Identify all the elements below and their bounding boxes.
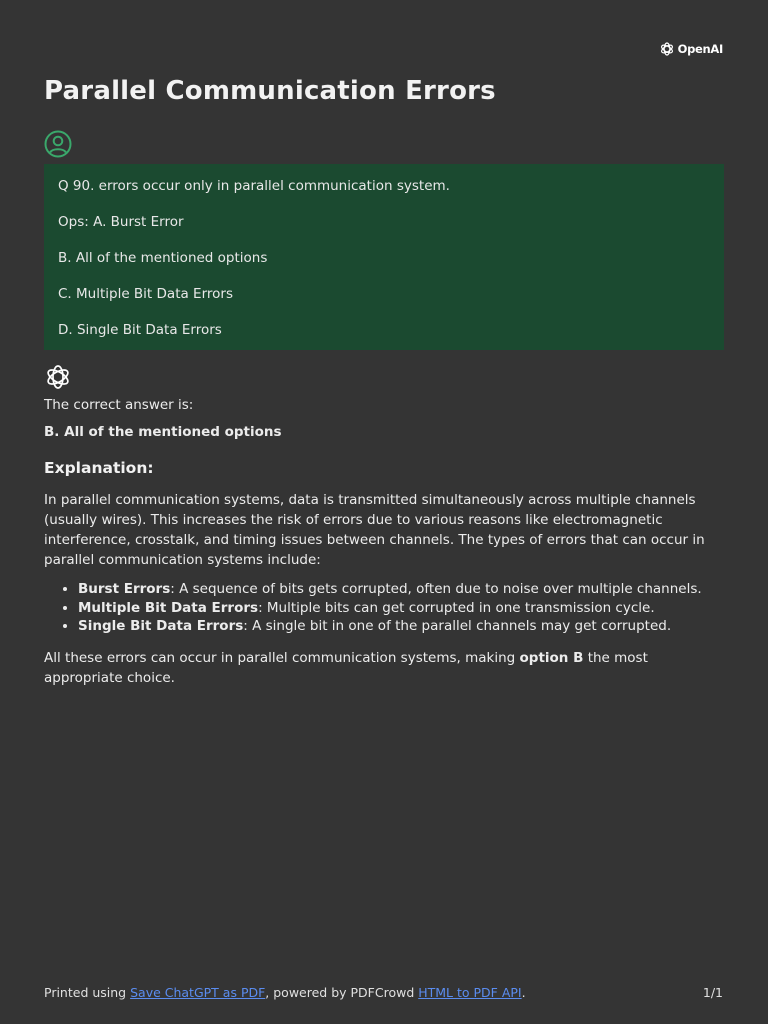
- chatgpt-logo-icon: [44, 363, 72, 391]
- conclusion: [44, 648, 724, 688]
- error-types-list: [44, 580, 724, 636]
- footer-middle: , powered by PDFCrowd: [265, 985, 419, 1000]
- openai-logo: [659, 41, 723, 57]
- list-item: [78, 580, 724, 599]
- save-chatgpt-link[interactable]: Save ChatGPT as PDF: [130, 985, 266, 1000]
- explanation-heading: Explanation:: [44, 459, 154, 477]
- question-box: [44, 164, 724, 350]
- conclusion-bold: option B: [519, 649, 584, 666]
- option-b: B. All of the mentioned options: [58, 250, 268, 266]
- conclusion-text: All these errors can occur in parallel communication systems, making: [44, 649, 520, 666]
- list-item: [78, 599, 724, 618]
- footer-prefix: Printed using: [44, 985, 131, 1000]
- list-item-text: : A single bit in one of the parallel channels may get corrupted.: [243, 618, 672, 634]
- page-title: Parallel Communication Errors: [44, 76, 496, 106]
- option-a: Ops: A. Burst Error: [58, 214, 184, 230]
- list-item-term: Burst Errors: [78, 581, 171, 597]
- user-avatar-icon: [44, 130, 72, 158]
- answer-block: [44, 395, 724, 688]
- explanation-paragraph: In parallel communication systems, data is transmitted simultaneously across multiple channels (usually wires). This increases the risk of errors due to various reasons like electromagnetic interference, crosstalk, and timing issues between channels. The types of errors that can occur in parallel communication systems include:: [44, 492, 705, 568]
- option-c: C. Multiple Bit Data Errors: [58, 286, 233, 302]
- openai-logo-icon: [659, 41, 675, 57]
- conclusion-text-end: the most appropriate choice.: [44, 649, 648, 686]
- list-item-text: : Multiple bits can get corrupted in one transmission cycle.: [258, 599, 655, 616]
- chosen-answer: B. All of the mentioned options: [44, 424, 282, 440]
- html-to-pdf-link[interactable]: HTML to PDF API: [418, 985, 522, 1000]
- brand-name: OpenAI: [677, 42, 723, 56]
- question-text: Q 90. errors occur only in parallel communication system.: [58, 178, 450, 194]
- list-item-term: Single Bit Data Errors: [78, 618, 244, 634]
- list-item-text: : A sequence of bits gets corrupted, often due to noise over multiple channels.: [170, 581, 702, 597]
- answer-intro: The correct answer is:: [44, 397, 194, 413]
- list-item: [78, 617, 724, 636]
- footer-credit: [44, 985, 526, 1000]
- option-d: D. Single Bit Data Errors: [58, 322, 222, 338]
- footer: [44, 985, 723, 1000]
- list-item-term: Multiple Bit Data Errors: [78, 599, 259, 616]
- page-number: 1/1: [702, 985, 723, 1000]
- footer-suffix: .: [521, 985, 526, 1000]
